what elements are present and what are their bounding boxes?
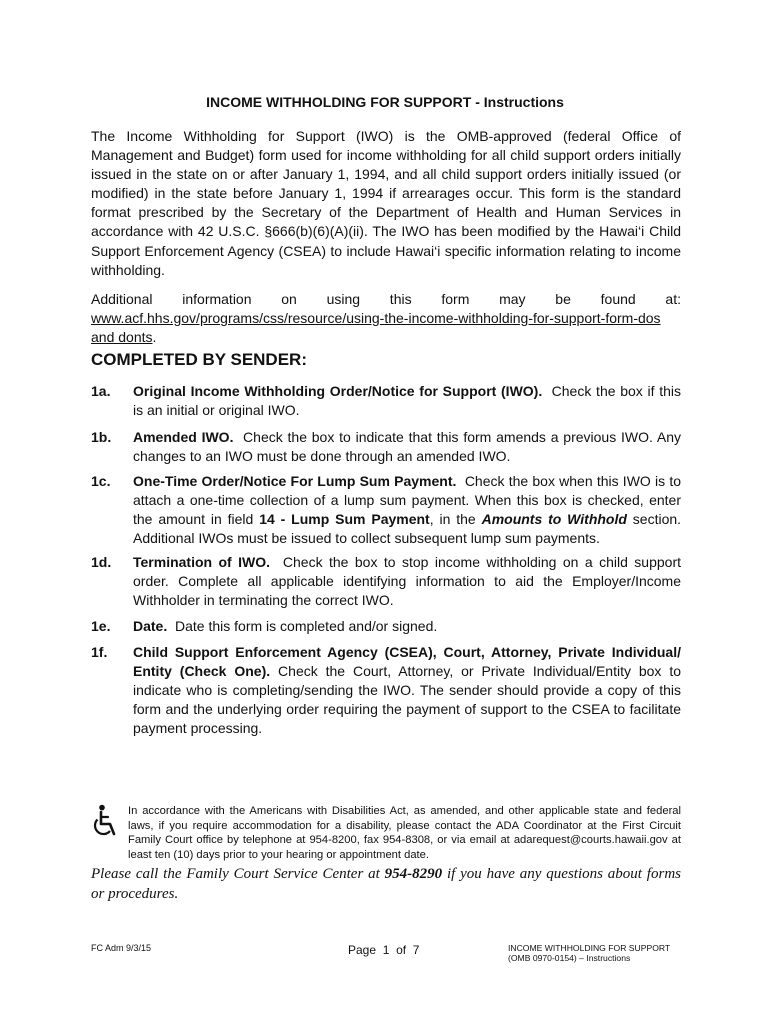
- item-heading: Date.: [133, 618, 168, 634]
- additional-info-prefix: Additional information on using this form may be found at:: [91, 291, 681, 307]
- footer-title-line1: INCOME WITHHOLDING FOR SUPPORT: [508, 943, 671, 953]
- page-of: of: [396, 943, 407, 957]
- footer-title-line2: (OMB 0970-0154) – Instructions: [508, 953, 631, 963]
- page-current: 1: [382, 943, 390, 957]
- item-text: Check the box to indicate that this form amends a previous IWO. Any changes to an IWO must be done through an amended IWO.: [133, 429, 682, 464]
- service-center-notice: [91, 864, 681, 904]
- item-heading: Original Income Withholding Order/Notice for Support (IWO).: [133, 383, 543, 399]
- instruction-item-1b: [91, 428, 681, 466]
- intro-paragraph: The Income Withholding for Support (IWO) is the OMB-approved (federal Office of Management and Budget) form used for income withholding for all child support orders initially issued in the state on or after January 1, 1994, and all child support orders initially issued (or modified) in the state before January 1, 1994 if arrearages occur. This form is the standard format prescribed by the Secretary of the Department of Health and Human Services in accordance with 42 U.S.C. §666(b)(6)(A)(ii). The IWO has been modified by the Hawai‘i Child Support Enforcement Agency (CSEA) to include Hawai‘i specific information relating to income withholding.: [91, 128, 681, 278]
- item-body: [133, 643, 681, 738]
- page-number: [348, 943, 419, 957]
- item-body: [133, 617, 681, 636]
- footer-form-title: [508, 943, 670, 963]
- instruction-item-1d: [91, 553, 681, 610]
- page-total: 7: [412, 943, 420, 957]
- instruction-item-1a: [91, 382, 681, 420]
- item-text: Date this form is completed and/or signed.: [175, 618, 438, 634]
- item-body: [133, 428, 681, 466]
- instruction-item-1e: [91, 617, 681, 636]
- item-number: 1a.: [91, 383, 111, 399]
- item-number: 1e.: [91, 618, 111, 634]
- item-body: [133, 382, 681, 420]
- item-heading: Amended IWO.: [133, 429, 234, 445]
- acf-resource-link[interactable]: www.acf.hhs.gov/programs/css/resource/using-the-income-withholding-for-support-form-dos and donts: [91, 310, 661, 345]
- item-body: [133, 472, 681, 548]
- item-number: 1f.: [91, 644, 108, 660]
- additional-info-paragraph: [91, 290, 681, 347]
- ada-notice-text: In accordance with the Americans with Disabilities Act, as amended, and other applicable state and federal laws, if you require accommodation for a disability, please contact the ADA Coordinator at the First Circuit Family Court office by telephone at 954-8200, fax 954-8308, or via email at adarequest@courts.hawaii.gov at least ten (10) days prior to your hearing or appointment date.: [128, 805, 681, 861]
- item-section-reference: Amounts to Withhold: [481, 511, 627, 527]
- section-heading: COMPLETED BY SENDER:: [91, 350, 307, 369]
- item-heading: Termination of IWO.: [133, 554, 271, 570]
- instruction-item-1f: [91, 643, 681, 738]
- form-id: FC Adm 9/3/15: [91, 943, 152, 953]
- instruction-item-1c: [91, 472, 681, 548]
- ada-notice: [91, 804, 681, 862]
- service-center-suffix: if you have any questions about forms or procedures.: [91, 866, 681, 902]
- item-text: Check the box if this is an initial or original IWO.: [133, 383, 681, 418]
- item-number: 1d.: [91, 554, 112, 570]
- item-text: Check the box when this IWO is to attach a one-time collection of a lump sum payment. When this box is checked, enter the amount in field: [133, 473, 682, 527]
- item-number: 1b.: [91, 429, 112, 445]
- item-text: Check the Court, Attorney, or Private Individual/Entity box to indicate who is completing/sending the IWO. The sender should provide a copy of this form and the underlying order requiring the payment of support to the CSEA to facilitate payment processing.: [133, 663, 681, 736]
- wheelchair-icon: [91, 804, 119, 838]
- item-number: 1c.: [91, 473, 111, 489]
- item-heading: Child Support Enforcement Agency (CSEA), Court, Attorney, Private Individual/ Entity (Check One).: [133, 644, 681, 679]
- item-text: Check the box to stop income withholding on a child support order. Complete all applicable identifying information to aid the Employer/Income Withholder in terminating the correct IWO.: [133, 554, 682, 608]
- service-center-prefix: Please call the Family Court Service Center at: [91, 866, 385, 882]
- item-heading: One-Time Order/Notice For Lump Sum Payment.: [133, 473, 457, 489]
- item-body: [133, 553, 681, 610]
- page-label: Page: [348, 943, 377, 957]
- item-text-end: section. Additional IWOs must be issued to collect subsequent lump sum payments.: [133, 511, 682, 546]
- page-title: INCOME WITHHOLDING FOR SUPPORT - Instructions: [206, 94, 564, 110]
- service-center-phone: 954-8290: [384, 866, 443, 882]
- item-text-mid: , in the: [429, 511, 476, 527]
- item-field-reference: 14 - Lump Sum Payment: [259, 511, 430, 527]
- additional-info-suffix: .: [152, 329, 157, 345]
